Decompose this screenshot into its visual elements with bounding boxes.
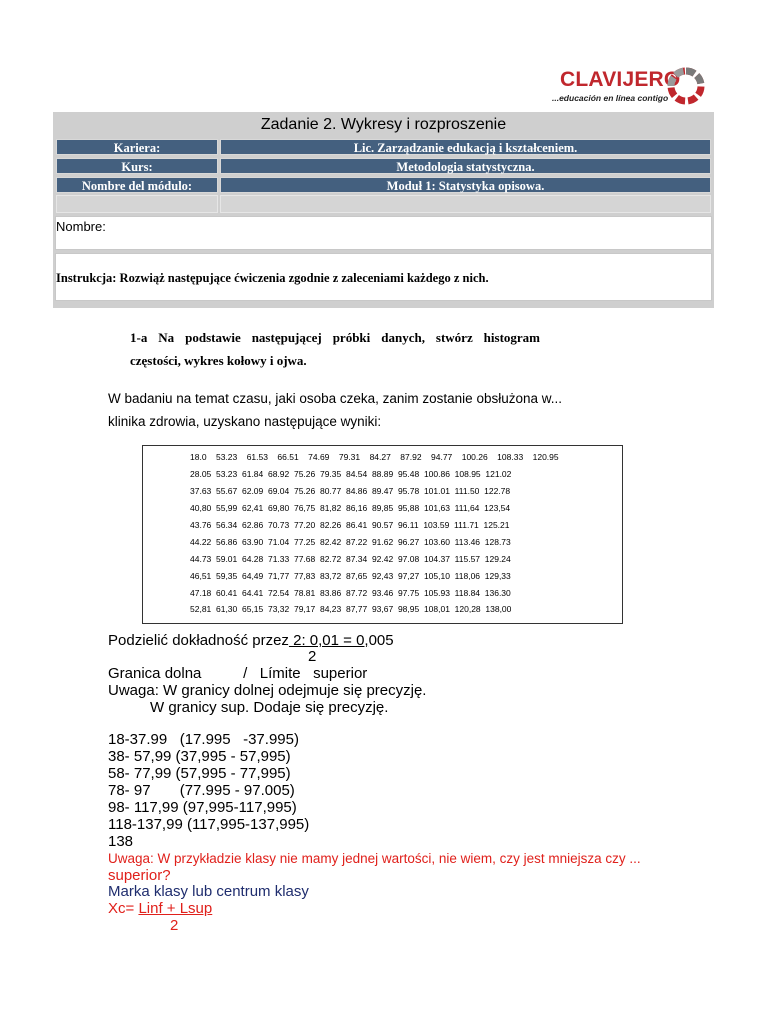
warning-line-1: Uwaga: W przykładzie klasy nie mamy jednej wartości, nie wiem, czy jest mniejsza czy ... [108,851,641,866]
instruction-text: Instrukcja: Rozwiąż następujące ćwiczenia zgodnie z zaleceniami każdego z nich. [56,271,489,285]
class-row: 58- 77,99 (57,995 - 77,995) [108,765,291,782]
intro-line-2: klinika zdrowia, uzyskano następujące wyniki: [108,414,382,429]
limits-heading: Granica dolna / Límite superior [108,665,368,682]
course-label: Kurs: [56,158,218,174]
logo-tagline: ...educación en línea contigo [552,93,669,103]
career-value: Lic. Zarządzanie edukacją i kształceniem. [220,139,711,155]
precision-suffix: 005 [368,632,394,649]
clavijero-logo [552,66,712,110]
formula-prefix: Xc= [108,900,139,917]
name-field[interactable] [55,216,712,250]
data-row: 43.76 56.34 62.86 70.73 77.20 82.26 86.41 90.57 96.11 103.59 111.71 125.21 [190,520,510,530]
data-row: 40,80 55,99 62,41 69,80 76,75 81,82 86,16 89,85 95,88 101,63 111,64 123,54 [190,503,511,513]
data-row: 18.0 53.23 61.53 66.51 74.69 79.31 84.27 87.92 94.77 100.26 108.33 120.95 [190,452,559,462]
uwaga-lower-limit: Uwaga: W granicy dolnej odejmuje się precyzję. [108,682,427,699]
class-row: 138 [108,833,134,850]
data-row: 44.73 59.01 64.28 71.33 77.68 82.72 87.34 92.42 97.08 104.37 115.57 129.24 [190,554,511,564]
exercise-line-1: 1-a Na podstawie następującej próbki danych, stwórz histogram [130,330,540,345]
data-row: 52,81 61,30 65,15 73,32 79,17 84,23 87,77 93,67 98,95 108,01 120,28 138,00 [190,604,512,614]
data-row: 47.18 60.41 64.41 72.54 78.81 83.86 87.72 93.46 97.75 105.93 118.84 136.30 [190,588,511,598]
class-row: 18-37.99 (17.995 -37.995) [108,731,299,748]
data-row: 28.05 53.23 61.84 68.92 75.26 79.35 84.54 88.89 95.48 100.86 108.95 121.02 [190,469,512,479]
formula-numerator: Linf + Lsup [138,900,213,917]
course-value: Metodologia statystyczna. [220,158,711,174]
assignment-title: Zadanie 2. Wykresy i rozproszenie [260,116,507,133]
class-mark-heading: Marka klasy lub centrum klasy [108,883,309,900]
class-mark-formula [108,900,212,917]
module-value: Moduł 1: Statystyka opisowa. [220,177,711,193]
intro-line-1: W badaniu na temat czasu, jaki osoba czeka, zanim zostanie obsłużona w... [108,391,562,406]
name-label: Nombre: [56,219,106,234]
uwaga-upper-limit: W granicy sup. Dodaje się precyzję. [150,699,389,716]
precision-underlined: 2: 0,01 = 0, [288,632,369,649]
empty-cell-left [56,195,218,213]
data-row: 44.22 56.86 63.90 71.04 77.25 82.42 87.22 91.62 96.27 103.60 113.46 128.73 [190,537,511,547]
exercise-line-2: częstości, wykres kołowy i ojwa. [130,353,307,368]
precision-line [108,632,394,649]
formula-denominator: 2 [170,917,179,934]
precision-denominator: 2 [308,648,317,665]
logo-brand-text: CLAVIJERO [560,68,681,91]
precision-prefix: Podzielić dokładność przez [108,632,289,649]
career-label: Kariera: [56,139,218,155]
class-row: 38- 57,99 (37,995 - 57,995) [108,748,291,765]
module-label: Nombre del módulo: [56,177,218,193]
data-row: 46,51 59,35 64,49 71,77 77,83 83,72 87,65 92,43 97,27 105,10 118,06 129,33 [190,571,511,581]
class-row: 78- 97 (77.995 - 97.005) [108,782,295,799]
class-row: 118-137,99 (117,995-137,995) [108,816,310,833]
empty-cell-right [220,195,711,213]
segmented-ring-icon [666,66,706,106]
class-row: 98- 117,99 (97,995-117,995) [108,799,297,816]
data-row: 37.63 55.67 62.09 69.04 75.26 80.77 84.86 89.47 95.78 101.01 111.50 122.78 [190,486,511,496]
warning-line-2: superior? [108,867,171,884]
